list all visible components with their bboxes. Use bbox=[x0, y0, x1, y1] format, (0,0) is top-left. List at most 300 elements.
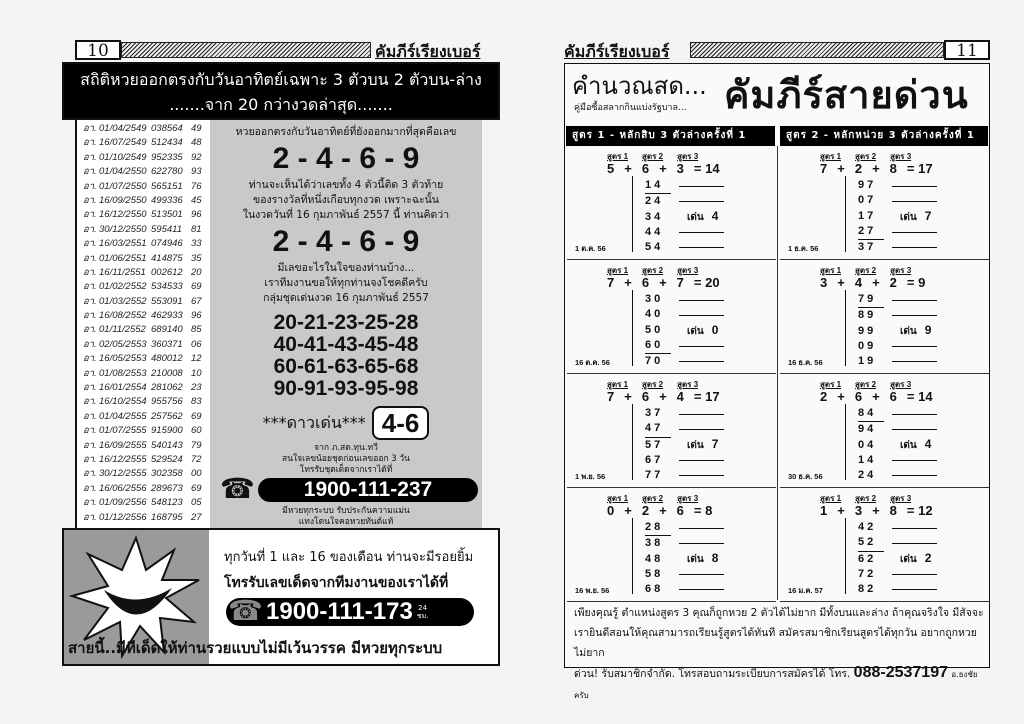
date-cell: 01/04/2555 bbox=[99, 410, 147, 422]
star-label: ***ดาวเด่น*** bbox=[262, 412, 366, 432]
day-cell: อา. bbox=[83, 180, 97, 192]
formula-label: สูตร 2 bbox=[855, 266, 877, 275]
down-arrow-line bbox=[845, 176, 846, 252]
day-cell: อา. bbox=[83, 238, 97, 250]
digit-2: 6 bbox=[641, 275, 650, 290]
result-row: 1 9 bbox=[858, 355, 874, 368]
two-digit-cell: 20 bbox=[191, 266, 202, 278]
formula-label: สูตร 3 bbox=[890, 380, 912, 389]
phone-number-2-pill bbox=[226, 594, 474, 627]
date-cell: 01/07/2550 bbox=[99, 180, 147, 192]
table-row bbox=[77, 338, 210, 352]
date-cell: 01/07/2555 bbox=[99, 425, 147, 437]
plus-sign: + bbox=[659, 389, 667, 404]
prize-number-cell: 480012 bbox=[151, 353, 183, 365]
digit-3: 6 bbox=[889, 389, 897, 404]
prize-number-cell: 553091 bbox=[151, 295, 183, 307]
result-row: 8 9 bbox=[858, 309, 874, 322]
prize-number-cell: 281062 bbox=[151, 382, 183, 394]
formula-label: สูตร 2 bbox=[642, 266, 664, 275]
result-row: 7 7 bbox=[645, 469, 661, 482]
arrow-left-icon bbox=[679, 460, 724, 461]
two-digit-cell: 69 bbox=[191, 281, 202, 293]
result-row: 5 7 bbox=[645, 438, 661, 451]
formula-panel bbox=[567, 146, 776, 260]
prize-number-cell: 952335 bbox=[151, 151, 183, 163]
prize-number-cell: 210008 bbox=[151, 367, 183, 379]
arrow-left-icon bbox=[892, 232, 937, 233]
table-row bbox=[77, 266, 210, 280]
play-digit: 0 bbox=[711, 323, 719, 337]
arrow-left-icon bbox=[892, 574, 937, 575]
plus-sign: + bbox=[837, 503, 845, 518]
table-row bbox=[77, 424, 210, 438]
arrow-left-icon bbox=[679, 201, 724, 202]
plus-sign: + bbox=[872, 161, 880, 176]
date-cell: 16/07/2549 bbox=[99, 137, 147, 149]
arrow-left-icon bbox=[679, 315, 724, 316]
telephone-icon: ☎ bbox=[220, 472, 255, 505]
two-digit-cell: 10 bbox=[191, 367, 202, 379]
digit-2: 2 bbox=[641, 503, 650, 518]
formula-panel bbox=[567, 488, 776, 602]
result-row: 2 8 bbox=[645, 520, 671, 536]
table-row bbox=[77, 395, 210, 409]
plus-sign: + bbox=[872, 389, 880, 404]
result-row: 0 4 bbox=[858, 438, 874, 451]
prize-number-cell: 289673 bbox=[151, 482, 183, 494]
prize-number-cell: 513501 bbox=[151, 209, 183, 221]
day-cell: อา. bbox=[83, 482, 97, 494]
digit-3: 7 bbox=[676, 275, 684, 290]
phone-number-2: 1900-111-173 bbox=[266, 598, 413, 625]
two-digit-cell: 48 bbox=[191, 137, 202, 149]
desc-text-5: เราทีมงานขอให้ทุกท่านจงโชคดีครับ bbox=[264, 277, 428, 289]
plus-sign: + bbox=[659, 503, 667, 518]
footer-phone: 088-2537197 bbox=[853, 664, 948, 681]
formula-label: สูตร 3 bbox=[890, 266, 912, 275]
result-row: 6 8 bbox=[645, 583, 661, 596]
plus-sign: + bbox=[837, 389, 845, 404]
digit-3: 3 bbox=[676, 161, 684, 176]
draw-date: 1 พ.ย. 56 bbox=[575, 472, 606, 481]
arrow-left-icon bbox=[679, 232, 724, 233]
arrow-left-icon bbox=[679, 589, 724, 590]
day-cell: อา. bbox=[83, 166, 97, 178]
date-cell: 16/12/2555 bbox=[99, 453, 147, 465]
table-row bbox=[77, 410, 210, 424]
table-row bbox=[77, 511, 210, 525]
plus-sign: + bbox=[659, 161, 667, 176]
plus-sign: + bbox=[624, 503, 632, 518]
formula-label: สูตร 2 bbox=[642, 380, 664, 389]
digit-2: 6 bbox=[854, 389, 863, 404]
draw-date: 16 พ.ย. 56 bbox=[575, 586, 610, 595]
table-row bbox=[77, 165, 210, 179]
digit-1: 3 bbox=[820, 275, 828, 290]
phone-number-1: 1900-111-237 bbox=[258, 478, 478, 502]
two-digit-cell: 27 bbox=[191, 511, 202, 523]
draw-date: 1 ธ.ค. 56 bbox=[788, 244, 819, 253]
table-row bbox=[77, 194, 210, 208]
formula-header-1: สูตร 1 - หลักสิบ 3 ตัวล่างครั้งที่ 1 bbox=[566, 126, 775, 146]
date-cell: 01/10/2549 bbox=[99, 151, 147, 163]
date-cell: 01/04/2550 bbox=[99, 166, 147, 178]
draw-date: 1 ต.ค. 56 bbox=[575, 244, 606, 253]
arrow-left-icon bbox=[679, 186, 724, 187]
draw-date: 30 ธ.ค. 56 bbox=[788, 472, 823, 481]
digit-1: 7 bbox=[607, 275, 615, 290]
play-digit: 2 bbox=[924, 551, 932, 565]
table-row bbox=[77, 136, 210, 150]
play-digit: 9 bbox=[924, 323, 932, 337]
digit-3: 8 bbox=[889, 503, 897, 518]
date-cell: 02/05/2553 bbox=[99, 338, 147, 350]
formula-panel bbox=[567, 374, 776, 488]
sum: = 17 bbox=[906, 161, 933, 176]
plus-sign: + bbox=[624, 275, 632, 290]
two-digit-cell: 93 bbox=[191, 166, 202, 178]
column-divider bbox=[777, 146, 778, 600]
key-digits-2: 2 - 4 - 6 - 9 bbox=[272, 225, 420, 258]
digit-1: 1 bbox=[820, 503, 828, 518]
day-cell: อา. bbox=[83, 453, 97, 465]
day-cell: อา. bbox=[83, 252, 97, 264]
result-row: 3 8 bbox=[645, 537, 661, 550]
plus-sign: + bbox=[624, 161, 632, 176]
result-row: 4 4 bbox=[645, 225, 661, 238]
plus-sign: + bbox=[872, 275, 880, 290]
table-row bbox=[77, 323, 210, 337]
two-digit-cell: 49 bbox=[191, 123, 202, 134]
arrow-left-icon bbox=[679, 414, 724, 415]
header-hatch-bar bbox=[690, 42, 944, 58]
result-row: 3 7 bbox=[645, 407, 661, 419]
page-number-right: 11 bbox=[944, 40, 990, 60]
formula-label: สูตร 2 bbox=[855, 152, 877, 161]
prize-number-cell: 595411 bbox=[151, 223, 182, 235]
digit-1: 7 bbox=[607, 389, 615, 404]
two-digit-cell: 92 bbox=[191, 151, 202, 163]
prize-number-cell: 529524 bbox=[151, 453, 183, 465]
down-arrow-line bbox=[845, 290, 846, 366]
formula-label: สูตร 2 bbox=[642, 494, 664, 503]
date-cell: 16/12/2550 bbox=[99, 209, 147, 221]
two-digit-cell: 67 bbox=[191, 295, 202, 307]
formula-label: สูตร 2 bbox=[855, 380, 877, 389]
result-row: 1 4 bbox=[645, 178, 671, 194]
result-row: 0 9 bbox=[858, 339, 874, 352]
day-cell: อา. bbox=[83, 151, 97, 163]
day-cell: อา. bbox=[83, 310, 97, 322]
plus-sign: + bbox=[659, 275, 667, 290]
result-row: 4 2 bbox=[858, 521, 874, 533]
prize-number-cell: 002612 bbox=[151, 266, 183, 278]
result-row: 0 7 bbox=[858, 194, 874, 207]
result-row: 2 4 bbox=[858, 469, 874, 482]
prize-number-cell: 302358 bbox=[151, 468, 183, 480]
right-title-small: คำนวณสด... bbox=[572, 72, 707, 100]
arrow-left-icon bbox=[892, 315, 937, 316]
day-cell: อา. bbox=[83, 209, 97, 221]
down-arrow-line bbox=[632, 176, 633, 252]
result-row: 6 0 bbox=[645, 338, 671, 354]
formula-label: สูตร 1 bbox=[820, 494, 842, 503]
digit-2: 6 bbox=[641, 389, 650, 404]
table-row bbox=[77, 180, 210, 194]
result-row: 5 0 bbox=[645, 323, 661, 336]
result-row: 3 4 bbox=[645, 210, 661, 223]
table-row bbox=[77, 208, 210, 222]
arrow-left-icon bbox=[679, 574, 724, 575]
result-row: 2 7 bbox=[858, 224, 884, 240]
footer-sign: อ.ธงชัยครับ bbox=[574, 670, 978, 700]
day-cell: อา. bbox=[83, 396, 97, 408]
table-row bbox=[77, 381, 210, 395]
date-cell: 01/04/2549 bbox=[99, 123, 147, 134]
star-value: 4-6 bbox=[372, 406, 430, 440]
day-cell: อา. bbox=[83, 123, 97, 134]
digit-2: 2 bbox=[854, 161, 863, 176]
arrow-left-icon bbox=[679, 247, 724, 248]
date-cell: 16/09/2555 bbox=[99, 439, 147, 451]
two-digit-cell: 12 bbox=[191, 353, 202, 365]
table-row bbox=[77, 352, 210, 366]
two-digit-cell: 45 bbox=[191, 194, 202, 206]
sum: = 17 bbox=[693, 389, 720, 404]
hotline-advert bbox=[62, 528, 500, 666]
telephone-icon: ☎ bbox=[228, 594, 263, 627]
result-row: 6 7 bbox=[645, 453, 661, 466]
play-label: เด่น bbox=[900, 554, 917, 565]
result-row: 8 4 bbox=[858, 406, 884, 422]
formula-panel bbox=[780, 488, 989, 602]
day-cell: อา. bbox=[83, 353, 97, 365]
date-cell: 01/03/2552 bbox=[99, 295, 147, 307]
ad-line-2: โทรรับเลขเด็ดจากทีมงานของเราได้ที่ bbox=[224, 575, 449, 591]
formula-panel bbox=[780, 260, 989, 374]
prize-number-cell: 915900 bbox=[151, 425, 183, 437]
arrow-left-icon bbox=[679, 361, 724, 362]
formula-label: สูตร 1 bbox=[820, 152, 842, 161]
down-arrow-line bbox=[845, 518, 846, 594]
two-digit-cell: 69 bbox=[191, 482, 202, 494]
two-digit-cell: 23 bbox=[191, 382, 202, 394]
desc-text-3: ในงวดวันที่ 16 กุมภาพันธ์ 2557 นี้ ท่านคิดว่า bbox=[242, 209, 450, 221]
two-digit-cell: 76 bbox=[191, 180, 202, 192]
arrow-left-icon bbox=[892, 543, 937, 544]
two-digit-cell: 60 bbox=[191, 425, 202, 437]
table-row bbox=[77, 367, 210, 381]
date-cell: 16/03/2551 bbox=[99, 238, 147, 250]
two-digit-cell: 69 bbox=[191, 410, 202, 422]
formula-panel bbox=[780, 374, 989, 488]
formula-label: สูตร 2 bbox=[855, 494, 877, 503]
formula-panel bbox=[780, 146, 989, 260]
date-cell: 30/12/2550 bbox=[99, 223, 147, 235]
key-digits-1: 2 - 4 - 6 - 9 bbox=[272, 142, 420, 175]
date-cell: 01/11/2552 bbox=[99, 324, 146, 336]
arrow-left-icon bbox=[892, 460, 937, 461]
day-cell: อา. bbox=[83, 468, 97, 480]
plus-sign: + bbox=[837, 275, 845, 290]
footer-line-3: ด่วน! รับสมาชิกจำกัด. โทรสอบถามระเบียบการสมัครได้ โทร. bbox=[574, 668, 851, 680]
desc-text-2: ของรางวัลที่หนึ่งเกือบทุกงวด เพราะฉะนั้น bbox=[253, 194, 439, 206]
prize-number-cell: 038564 bbox=[151, 123, 183, 134]
down-arrow-line bbox=[845, 404, 846, 480]
digit-1: 5 bbox=[607, 161, 615, 176]
formula-label: สูตร 3 bbox=[890, 494, 912, 503]
prize-number-cell: 689140 bbox=[151, 324, 183, 336]
two-digit-cell: 79 bbox=[191, 439, 202, 451]
formula-label: สูตร 1 bbox=[607, 494, 629, 503]
plus-sign: + bbox=[837, 161, 845, 176]
ad-line-1: ทุกวันที่ 1 และ 16 ของเดือน ท่านจะมีรอยยิ้ม bbox=[224, 550, 474, 565]
play-digit: 7 bbox=[924, 209, 932, 223]
digit-1: 0 bbox=[607, 503, 615, 518]
formula-label: สูตร 1 bbox=[607, 266, 629, 275]
result-row: 4 7 bbox=[645, 421, 671, 437]
digit-2: 3 bbox=[854, 503, 863, 518]
desc-text-4: มีเลขอะไรในใจของท่านบ้าง... bbox=[277, 262, 415, 274]
date-cell: 16/11/2551 bbox=[99, 266, 146, 278]
result-row: 4 8 bbox=[645, 552, 661, 565]
plus-sign: + bbox=[872, 503, 880, 518]
sum: = 9 bbox=[906, 275, 926, 290]
play-label: เด่น bbox=[687, 440, 704, 451]
date-cell: 01/08/2553 bbox=[99, 367, 147, 379]
date-cell: 01/09/2556 bbox=[99, 497, 147, 509]
arrow-left-icon bbox=[892, 361, 937, 362]
date-cell: 16/08/2552 bbox=[99, 310, 147, 322]
date-cell: 01/06/2551 bbox=[99, 252, 147, 264]
table-row bbox=[77, 467, 210, 481]
number-set-3: 60-61-63-65-68 bbox=[273, 355, 419, 378]
table-row bbox=[77, 122, 210, 136]
prediction-panel bbox=[210, 120, 482, 528]
header-logo-right: คัมภีร์เรียงเบอร์ bbox=[564, 42, 670, 61]
header-logo-left: คัมภีร์เรียงเบอร์ bbox=[375, 42, 481, 61]
arrow-left-icon bbox=[892, 528, 937, 529]
formula-header-2: สูตร 2 - หลักหน่วย 3 ตัวล่างครั้งที่ 1 bbox=[780, 126, 988, 146]
day-cell: อา. bbox=[83, 382, 97, 394]
desc-text-6: กลุ่มชุดเด่นงวด 16 กุมภาพันธ์ 2557 bbox=[263, 292, 429, 304]
arrow-left-icon bbox=[679, 475, 724, 476]
two-digit-cell: 81 bbox=[191, 223, 202, 235]
promo-text-4: แทงโดนใจคอหวยทันต์แท้ bbox=[298, 517, 394, 527]
prize-number-cell: 534533 bbox=[151, 281, 183, 293]
title-line-2: .......จาก 20 กว่างวดล่าสุด....... bbox=[169, 95, 393, 114]
promo-text-1: สนใจเลขน้อยชุดก่อนเลขออก 3 วัน bbox=[282, 454, 410, 464]
day-cell: อา. bbox=[83, 511, 97, 523]
digit-3: 8 bbox=[889, 161, 897, 176]
prize-number-cell: 168795 bbox=[151, 511, 183, 523]
header-hatch-bar bbox=[121, 42, 371, 58]
title-line-1: สถิติหวยออกตรงกับวันอาทิตย์เฉพาะ 3 ตัวบน 2 ตัวบน-ล่าง bbox=[80, 70, 482, 89]
arrow-left-icon bbox=[892, 300, 937, 301]
formula-label: สูตร 2 bbox=[642, 152, 664, 161]
prize-number-cell: 360371 bbox=[151, 338, 183, 350]
sum: = 14 bbox=[906, 389, 933, 404]
table-row bbox=[77, 223, 210, 237]
date-cell: 16/01/2554 bbox=[99, 382, 147, 394]
table-row bbox=[77, 453, 210, 467]
credit-text: จาก ภ.สด.ทุน.ทวี bbox=[314, 443, 378, 453]
table-row bbox=[77, 309, 210, 323]
date-cell: 16/06/2556 bbox=[99, 482, 147, 494]
arrow-left-icon bbox=[892, 414, 937, 415]
down-arrow-line bbox=[632, 404, 633, 480]
down-arrow-line bbox=[632, 518, 633, 594]
play-label: เด่น bbox=[900, 326, 917, 337]
number-set-4: 90-91-93-95-98 bbox=[273, 377, 419, 400]
date-cell: 16/05/2553 bbox=[99, 353, 147, 365]
day-cell: อา. bbox=[83, 425, 97, 437]
formula-label: สูตร 3 bbox=[890, 152, 912, 161]
two-digit-cell: 96 bbox=[191, 209, 202, 221]
prize-number-cell: 414875 bbox=[151, 252, 183, 264]
down-arrow-line bbox=[632, 290, 633, 366]
arrow-left-icon bbox=[679, 543, 724, 544]
stats-table bbox=[75, 120, 210, 528]
intro-text: หวยออกตรงกับวันอาทิตย์ที่ยังออกมากที่สุดคือเลข bbox=[235, 126, 457, 138]
result-row: 6 2 bbox=[858, 552, 874, 565]
result-row: 7 2 bbox=[858, 567, 874, 580]
formula-label: สูตร 3 bbox=[677, 152, 699, 161]
day-cell: อา. bbox=[83, 410, 97, 422]
arrow-left-icon bbox=[679, 300, 724, 301]
two-digit-cell: 33 bbox=[191, 238, 202, 250]
arrow-left-icon bbox=[892, 475, 937, 476]
promo-text-2: โทรรับชุดเด็ดจากเราได้ที่ bbox=[299, 465, 393, 475]
prize-number-cell: 512434 bbox=[151, 137, 183, 149]
prize-number-cell: 548123 bbox=[151, 497, 183, 509]
draw-date: 16 ธ.ค. 56 bbox=[788, 358, 823, 367]
table-row bbox=[77, 439, 210, 453]
arrow-left-icon bbox=[679, 346, 724, 347]
prize-number-cell: 499336 bbox=[151, 194, 183, 206]
hours-unit: ชม. bbox=[416, 612, 429, 620]
table-row bbox=[77, 151, 210, 165]
promo-text-3: มีหวยทุกระบบ รับประกันความแม่น bbox=[282, 506, 410, 516]
arrow-left-icon bbox=[892, 589, 937, 590]
prize-number-cell: 540143 bbox=[151, 439, 183, 451]
digit-1: 2 bbox=[820, 389, 828, 404]
prize-number-cell: 565151 bbox=[151, 180, 183, 192]
play-label: เด่น bbox=[687, 212, 704, 223]
day-cell: อา. bbox=[83, 194, 97, 206]
result-row: 7 0 bbox=[645, 355, 661, 368]
arrow-left-icon bbox=[892, 247, 937, 248]
formula-label: สูตร 1 bbox=[820, 380, 842, 389]
two-digit-cell: 06 bbox=[191, 338, 202, 350]
play-label: เด่น bbox=[900, 440, 917, 451]
formula-label: สูตร 3 bbox=[677, 380, 699, 389]
hours: 24 bbox=[418, 604, 428, 612]
digit-3: 4 bbox=[676, 389, 684, 404]
prize-number-cell: 622780 bbox=[151, 166, 183, 178]
arrow-left-icon bbox=[892, 429, 937, 430]
formula-label: สูตร 1 bbox=[607, 380, 629, 389]
two-digit-cell: 72 bbox=[191, 453, 202, 465]
date-cell: 16/10/2554 bbox=[99, 396, 147, 408]
sum: = 8 bbox=[693, 503, 713, 518]
two-digit-cell: 35 bbox=[191, 252, 202, 264]
play-digit: 7 bbox=[711, 437, 719, 451]
day-cell: อา. bbox=[83, 338, 97, 350]
result-row: 2 4 bbox=[645, 195, 661, 208]
page-number-left: 10 bbox=[75, 40, 121, 60]
